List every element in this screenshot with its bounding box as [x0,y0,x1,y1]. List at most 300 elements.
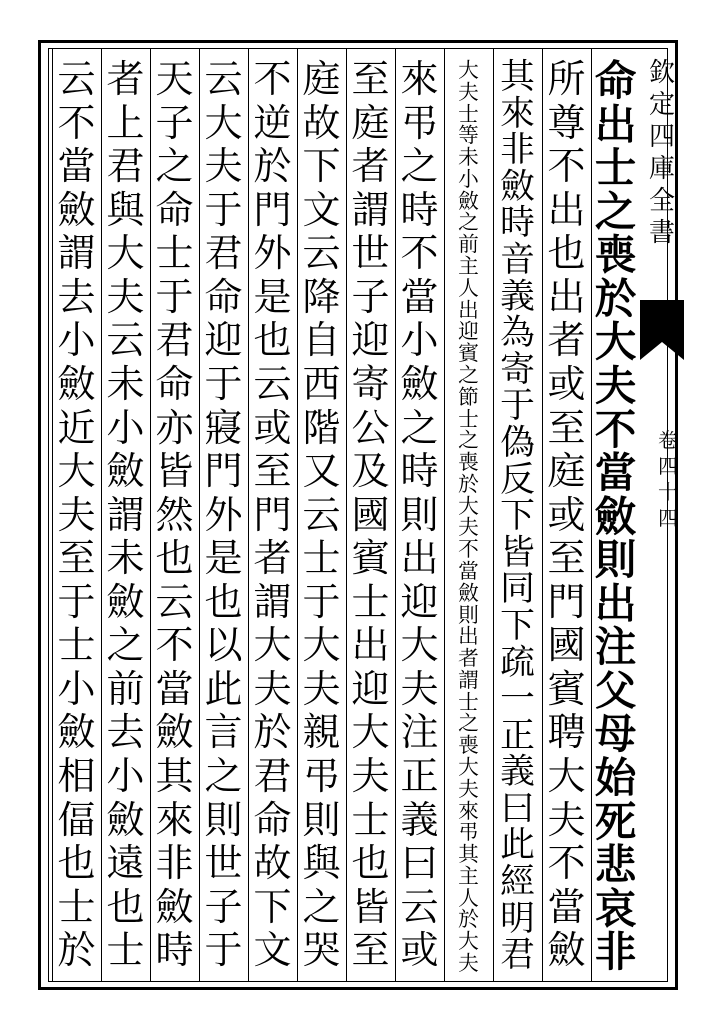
text-char: 賓 [547,666,586,711]
text-char: 故 [253,841,292,886]
text-char: 哭 [302,928,341,973]
text-char: 斂 [57,710,96,755]
text-char: 以 [204,623,243,668]
text-char: 近 [57,405,96,450]
text-char: 父 [594,665,637,715]
text-char: 斂 [106,449,145,494]
text-char: 斂 [458,580,479,605]
text-char: 不 [253,57,292,101]
text-char: 反 [500,459,535,500]
text-char: 士 [155,231,194,276]
text-char: 云 [106,318,145,363]
text-char: 則 [400,492,439,537]
text-char: 大 [204,100,243,145]
text-char: 未 [106,536,145,581]
text-char: 士 [57,884,96,929]
text-char: 下 [500,496,535,537]
text-char: 其 [500,57,535,97]
text-char: 謂 [253,579,292,624]
text-char: 於 [594,273,637,323]
text-char: 當 [594,448,637,498]
text-char: 謂 [57,231,96,276]
text-char: 來 [400,57,439,101]
text-char: 之 [302,884,341,929]
text-char: 當 [547,884,586,929]
text-char: 者 [351,144,390,189]
text-char: 西 [302,361,341,406]
text-char: 至 [547,536,586,581]
text-char: 迎 [351,318,390,363]
text-char: 來 [458,798,479,823]
text-column [297,57,346,975]
text-char: 遠 [106,841,145,886]
text-char: 言 [204,710,243,755]
text-char: 之 [400,405,439,450]
margin-title-char: 四 [648,122,675,152]
text-char: 同 [500,569,535,610]
text-char: 然 [155,492,194,537]
text-char: 斂 [458,188,479,213]
text-char: 小 [400,318,439,363]
text-char: 士 [302,536,341,581]
text-char: 于 [204,187,243,232]
text-char: 士 [458,689,479,714]
text-char: 夫 [458,79,479,104]
text-char: 國 [547,623,586,668]
text-char: 也 [57,841,96,886]
text-char: 非 [155,841,194,886]
text-char: 去 [106,710,145,755]
text-char: 或 [547,361,586,406]
text-char: 夫 [351,754,390,798]
text-char: 迎 [351,666,390,711]
text-char: 庭 [302,57,341,101]
text-char: 主 [458,254,479,279]
text-char: 至 [351,928,390,973]
text-char: 賓 [351,536,390,581]
text-char: 斂 [106,797,145,842]
text-column [493,57,542,976]
text-char: 曰 [400,841,439,886]
text-char: 節 [458,384,479,409]
text-char: 逆 [253,100,292,145]
text-char: 不 [458,537,479,562]
text-char: 於 [253,710,292,755]
text-char: 於 [57,928,96,973]
text-char: 夫 [547,797,586,842]
text-char: 當 [458,558,479,583]
text-char: 弔 [302,754,341,798]
text-char: 及 [351,449,390,494]
margin-title-char: 庫 [648,154,675,184]
text-char: 斂 [500,166,535,207]
text-char: 門 [253,187,292,232]
text-char: 其 [155,754,194,798]
text-char: 夫 [204,144,243,189]
text-char: 門 [253,492,292,537]
text-char: 前 [106,666,145,711]
text-char: 來 [500,93,535,134]
text-char: 士 [458,406,479,431]
text-char: 者 [458,646,479,671]
text-char: 此 [500,825,535,866]
text-char: 大 [458,929,479,954]
text-char: 云 [253,361,292,406]
text-char: 夫 [302,666,341,711]
text-char: 一 [500,679,535,720]
text-char: 君 [500,935,535,976]
margin-volume-char: 四 [658,506,678,530]
text-char: 命 [155,361,194,406]
text-char: 弔 [458,820,479,845]
text-char: 與 [302,841,341,886]
margin-volume-number [648,430,688,534]
text-char: 時 [155,928,194,973]
text-char: 斂 [106,579,145,624]
text-char: 斂 [547,928,586,973]
text-char: 也 [204,579,243,624]
text-char: 謂 [458,667,479,692]
text-char: 云 [155,579,194,624]
text-column [444,60,493,975]
text-char: 喪 [458,450,479,475]
text-char: 此 [204,666,243,711]
text-char: 士 [57,623,96,668]
text-char: 文 [253,928,292,973]
text-char: 至 [253,449,292,494]
text-char: 國 [351,492,390,537]
text-char: 于 [204,361,243,406]
text-char: 經 [500,862,535,903]
text-char: 迎 [204,318,243,363]
text-char: 外 [253,231,292,276]
text-char: 斂 [594,491,637,541]
text-char: 主 [458,863,479,888]
text-char: 命 [253,797,292,842]
text-char: 云 [57,57,96,101]
text-char: 不 [547,841,586,886]
text-char: 斂 [57,361,96,406]
text-char: 則 [204,797,243,842]
text-char: 子 [155,100,194,145]
text-char: 小 [106,754,145,798]
text-char: 大 [594,317,637,367]
text-char: 之 [155,144,194,189]
text-char: 下 [500,605,535,646]
text-char: 哀 [594,883,637,933]
margin-volume-char: 十 [658,480,678,504]
text-char: 又 [302,449,341,494]
text-char: 君 [155,318,194,363]
text-char: 命 [594,56,637,105]
text-char: 命 [204,274,243,319]
text-char: 於 [458,471,479,496]
text-char: 之 [458,362,479,387]
text-char: 其 [458,842,479,867]
text-char: 弔 [400,100,439,145]
text-char: 斂 [155,710,194,755]
text-char: 前 [458,232,479,257]
text-char: 出 [458,624,479,649]
text-char: 庭 [547,449,586,494]
text-char: 大 [302,623,341,668]
text-char: 天 [155,57,194,101]
text-char: 大 [253,623,292,668]
text-char: 義 [400,797,439,842]
text-char: 云 [400,884,439,929]
text-char: 斂 [57,187,96,232]
text-char: 不 [400,231,439,276]
text-char: 親 [302,710,341,755]
text-char: 疏 [500,642,535,683]
text-char: 小 [106,405,145,450]
text-column [199,57,248,975]
text-char: 喪 [458,733,479,758]
text-char: 或 [400,928,439,973]
text-char: 世 [204,841,243,886]
text-char: 于 [302,579,341,624]
text-char: 出 [400,536,439,581]
text-char: 階 [302,405,341,450]
text-char: 大 [458,58,479,82]
text-char: 上 [106,100,145,145]
text-char: 當 [57,144,96,189]
text-column [591,56,640,977]
text-char: 注 [594,622,637,672]
text-char: 寄 [351,361,390,406]
text-char: 下 [302,144,341,189]
text-char: 斂 [155,884,194,929]
text-char: 也 [106,884,145,929]
text-char: 公 [351,405,390,450]
text-char: 下 [253,884,292,929]
text-column [395,57,444,975]
text-char: 則 [594,535,637,585]
margin-title-char: 欽 [648,58,675,88]
text-char: 于 [204,928,243,973]
text-char: 君 [106,144,145,189]
text-char: 大 [400,623,439,668]
text-char: 偽 [500,422,535,463]
text-char: 小 [458,166,479,191]
text-char: 士 [594,143,637,193]
text-char: 曰 [500,788,535,829]
text-char: 未 [458,145,479,170]
text-char: 大 [57,449,96,494]
text-char: 則 [302,797,341,842]
text-char: 時 [400,449,439,494]
text-char: 正 [500,715,535,756]
text-char: 去 [57,274,96,319]
text-char: 大 [106,231,145,276]
text-char: 出 [547,274,586,319]
text-char: 之 [594,186,637,236]
text-char: 聘 [547,710,586,755]
text-char: 大 [458,493,479,518]
text-column [346,57,395,975]
text-char: 云 [302,231,341,276]
text-column [248,57,297,975]
text-char: 時 [500,203,535,244]
text-char: 悲 [594,840,637,890]
text-char: 時 [400,187,439,232]
text-char: 于 [500,386,535,427]
text-char: 故 [302,100,341,145]
text-char: 云 [302,492,341,537]
text-char: 不 [57,100,96,145]
text-char: 之 [458,711,479,736]
text-char: 庭 [351,100,390,145]
margin-title-char: 全 [648,186,675,216]
text-char: 降 [302,274,341,319]
text-char: 之 [458,210,479,235]
text-char: 當 [400,274,439,319]
text-char: 士 [351,797,390,842]
text-column [101,57,150,975]
text-char: 出 [351,623,390,668]
text-char: 夫 [458,951,479,976]
text-char: 音 [500,239,535,280]
text-char: 君 [253,754,292,798]
text-char: 出 [458,297,479,322]
text-char: 斂 [400,361,439,406]
text-char: 迎 [458,319,479,344]
text-char: 世 [351,231,390,276]
text-char: 來 [155,797,194,842]
text-column [150,57,199,975]
text-char: 迎 [400,579,439,624]
text-char: 自 [302,318,341,363]
text-char: 子 [204,884,243,929]
text-char: 寢 [204,405,243,450]
text-char: 皆 [500,532,535,573]
text-char: 門 [547,579,586,624]
text-char: 不 [155,623,194,668]
text-char: 偪 [57,797,96,842]
text-char: 亦 [155,405,194,450]
text-char: 士 [106,928,145,973]
text-char: 喪 [594,230,637,280]
text-char: 出 [594,578,637,628]
text-char: 出 [547,187,586,232]
text-char: 外 [204,492,243,537]
text-char: 是 [253,274,292,319]
text-char: 也 [351,841,390,886]
text-char: 于 [57,579,96,624]
text-char: 者 [547,318,586,363]
text-char: 死 [594,796,637,846]
text-char: 則 [458,602,479,627]
text-char: 文 [302,187,341,232]
text-char: 或 [547,492,586,537]
margin-volume-char: 四 [658,454,678,478]
text-char: 皆 [155,449,194,494]
text-char: 當 [155,666,194,711]
text-char: 士 [458,101,479,126]
text-char: 君 [204,231,243,276]
text-char: 等 [458,123,479,148]
text-char: 賓 [458,341,479,366]
text-char: 與 [106,187,145,232]
text-char: 大 [458,755,479,779]
text-char: 母 [594,709,637,759]
text-char: 夫 [458,776,479,801]
text-char: 大 [351,710,390,755]
text-char: 是 [204,536,243,581]
text-char: 不 [547,144,586,189]
text-char: 也 [253,318,292,363]
text-char: 夫 [57,492,96,537]
text-char: 至 [351,57,390,101]
margin-book-title [640,60,684,252]
text-char: 非 [500,130,535,171]
text-char: 至 [57,536,96,581]
text-char: 不 [594,404,637,454]
margin-title-char: 定 [648,90,675,120]
text-char: 謂 [106,492,145,537]
text-char: 或 [253,405,292,450]
text-char: 小 [57,318,96,363]
text-char: 未 [106,361,145,406]
text-char: 者 [106,57,145,101]
text-char: 於 [253,144,292,189]
margin-title-char: 書 [648,218,675,248]
text-column [52,57,101,975]
text-char: 之 [204,754,243,798]
text-char: 正 [400,754,439,798]
text-char: 門 [204,449,243,494]
text-char: 人 [458,275,479,300]
text-char: 人 [458,885,479,910]
text-char: 夫 [106,274,145,319]
text-char: 為 [500,313,535,354]
text-char: 之 [458,428,479,453]
text-char: 義 [500,752,535,793]
text-char: 夫 [400,666,439,711]
text-char: 非 [594,927,637,977]
text-char: 於 [458,907,479,932]
text-char: 義 [500,276,535,317]
text-char: 也 [547,231,586,276]
text-char: 夫 [594,360,637,410]
text-char: 始 [594,753,637,802]
text-char: 大 [547,754,586,798]
text-char: 小 [57,666,96,711]
text-char: 至 [547,405,586,450]
text-char: 之 [400,144,439,189]
text-char: 者 [253,536,292,581]
text-char: 尊 [547,100,586,145]
text-char: 云 [204,57,243,101]
text-char: 之 [106,623,145,668]
margin-volume-char: 卷 [658,428,678,452]
text-char: 注 [400,710,439,755]
text-char: 皆 [351,884,390,929]
text-char: 相 [57,754,96,798]
text-char: 夫 [253,666,292,711]
text-char: 寄 [500,349,535,390]
text-char: 明 [500,898,535,939]
text-char: 士 [351,579,390,624]
text-char: 夫 [458,515,479,540]
text-char: 也 [155,536,194,581]
text-char: 出 [594,99,637,149]
text-char: 所 [547,57,586,101]
text-char: 命 [155,187,194,232]
text-char: 謂 [351,187,390,232]
text-char: 子 [351,274,390,319]
text-char: 于 [155,274,194,319]
